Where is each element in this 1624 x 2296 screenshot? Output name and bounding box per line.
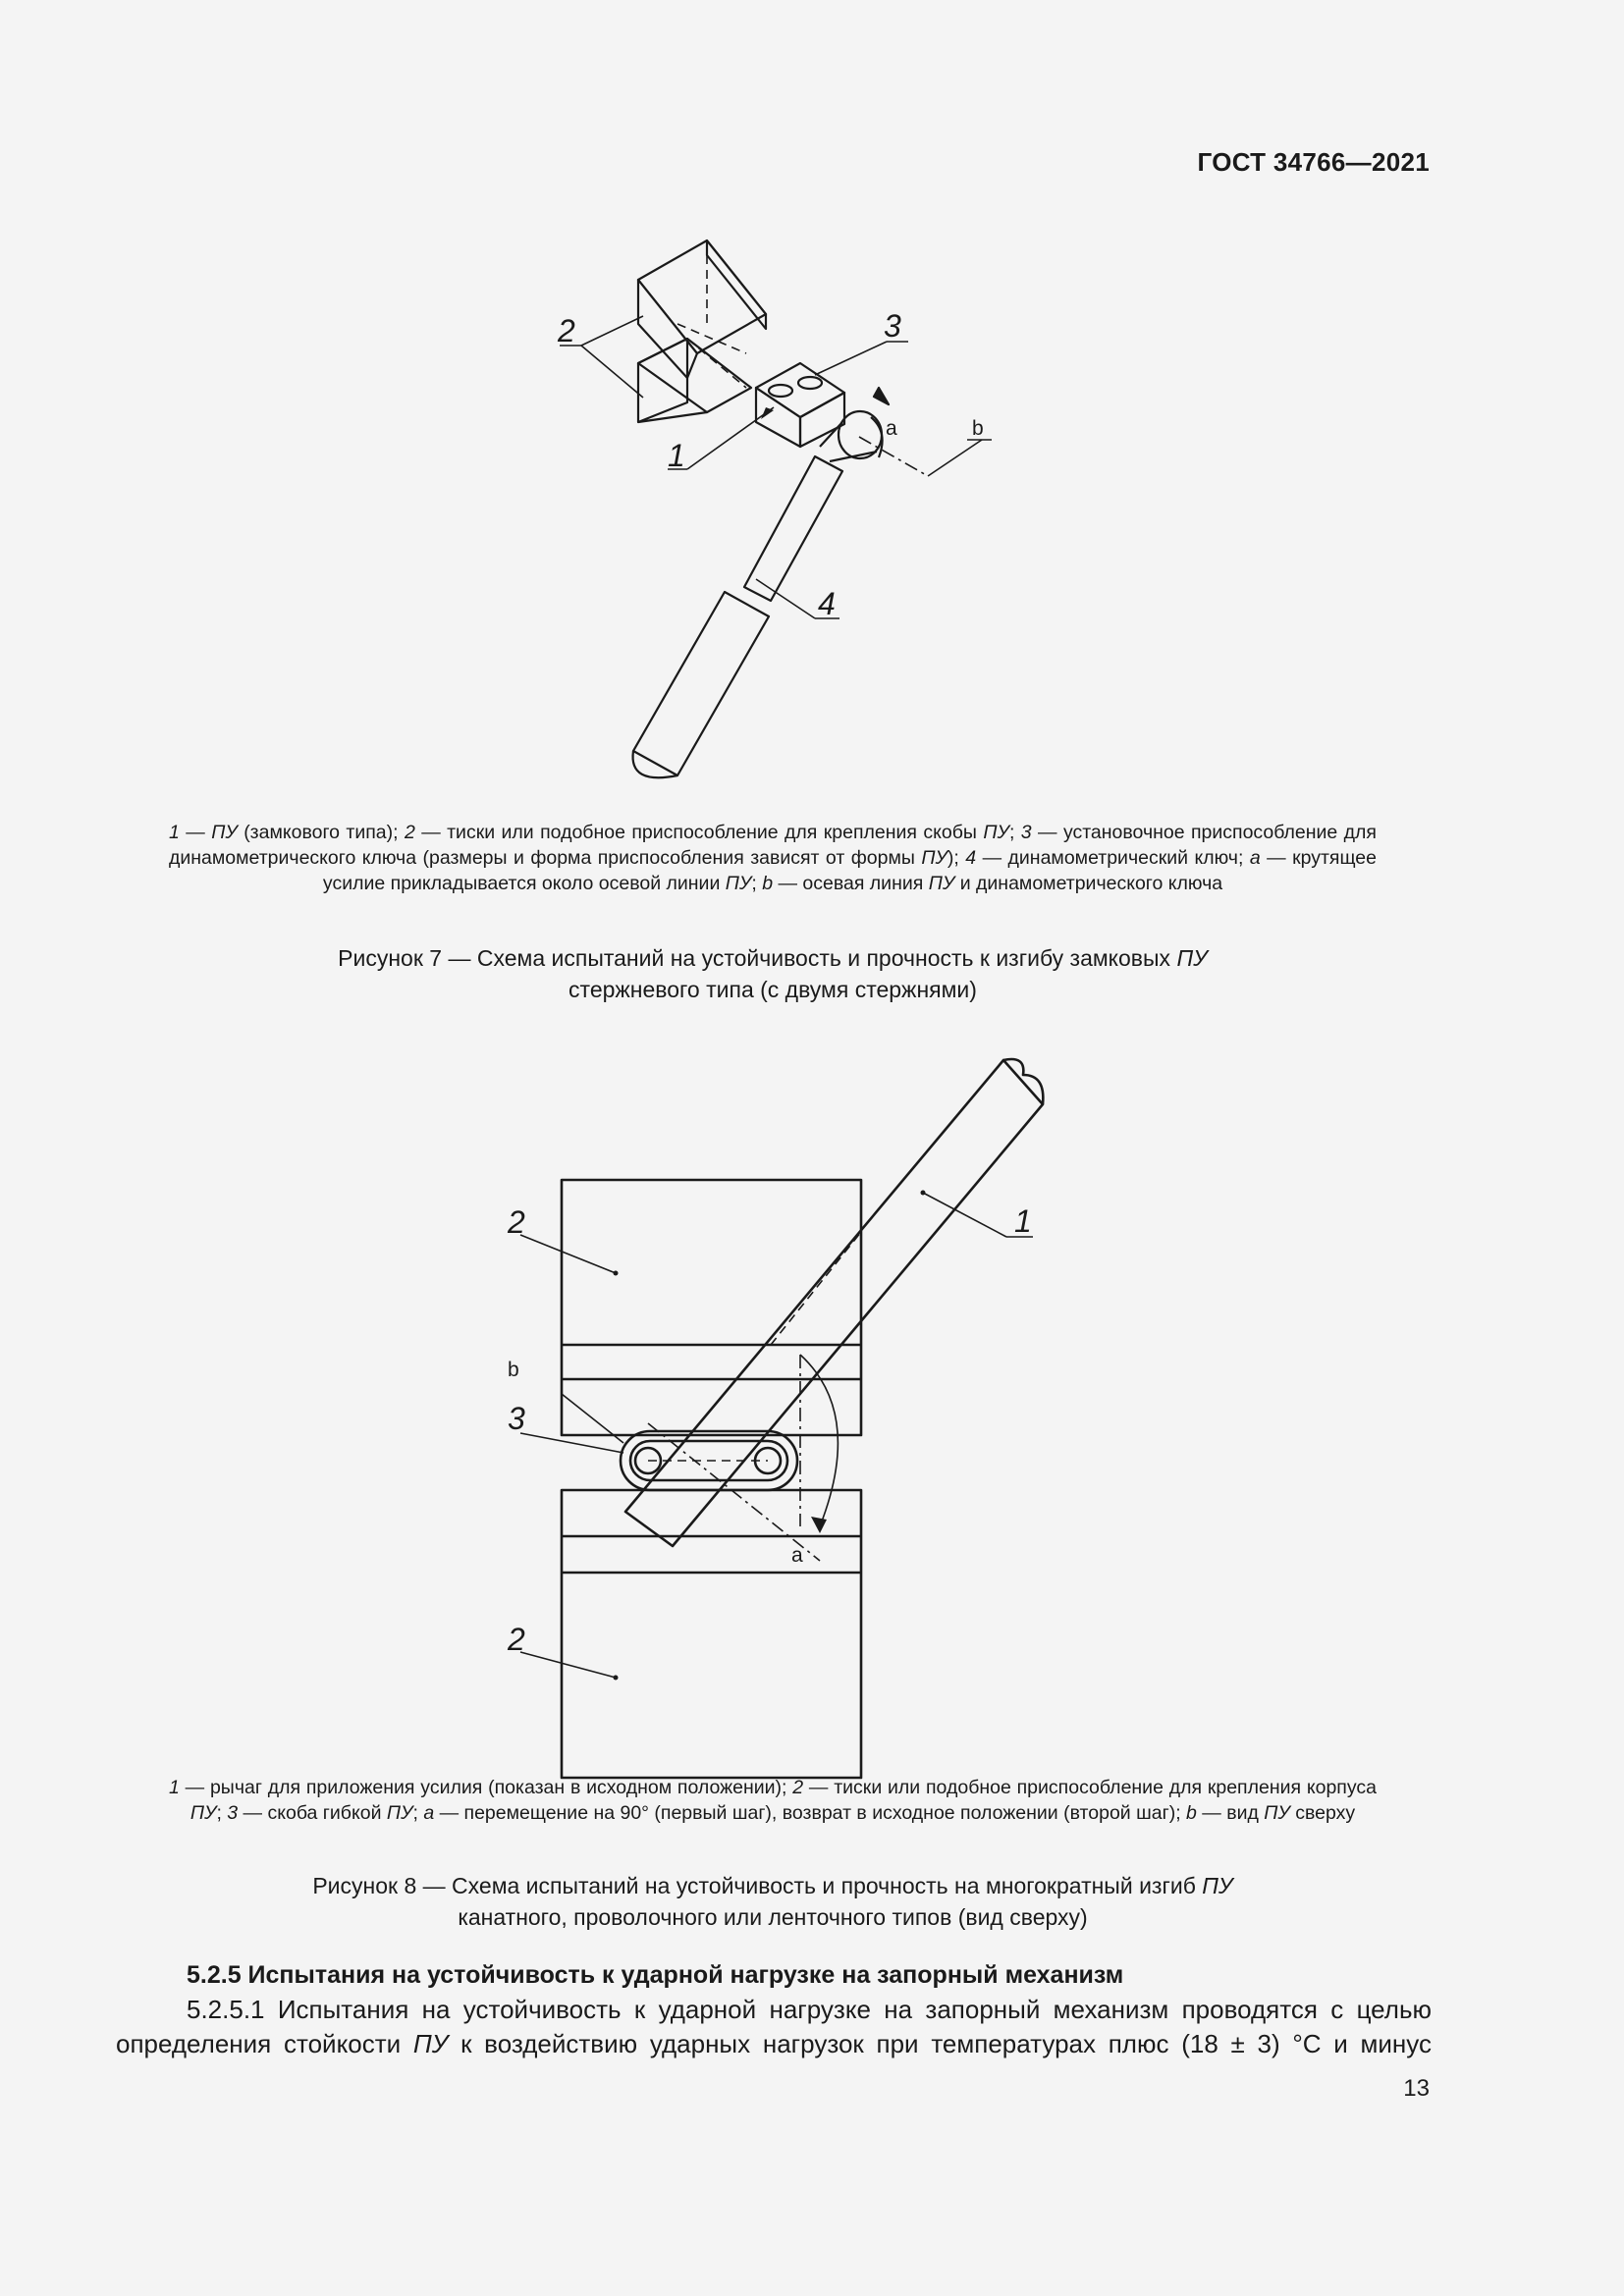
fig8-legend-part: ;	[216, 1802, 228, 1824]
fig8-label-3: 3	[508, 1401, 525, 1436]
fig7-legend-part: — динамометрический ключ;	[976, 847, 1250, 869]
paragraph-part: к воздействию ударных нагрузок при температурах плюс (18 ± 3) °С и минус	[448, 2029, 1432, 2058]
fig8-legend-part: ПУ	[189, 1802, 217, 1824]
figure-8-caption-line2: канатного, проволочного или ленточного типов (вид сверху)	[458, 1904, 1088, 1930]
fig7-legend-part: ПУ	[725, 873, 752, 894]
page-number: 13	[1403, 2075, 1430, 2102]
fig7-legend-part: —	[179, 822, 212, 843]
figure-7-caption-line1: Рисунок 7 — Схема испытаний на устойчивость и прочность к изгибу замковых	[338, 945, 1177, 971]
fig8-legend-part: a	[423, 1802, 435, 1824]
fig8-legend-part: ПУ	[1264, 1802, 1290, 1824]
fig7-legend-part: — крутящее усилие прикладывается около осевой линии	[322, 847, 1377, 894]
fig7-legend-part: ПУ	[211, 822, 238, 843]
fig8-label-2-bottom: 2	[508, 1622, 525, 1657]
fig7-legend-part: — осевая линия	[773, 873, 929, 894]
figure-7-caption-line2: стержневого типа (с двумя стержнями)	[568, 977, 977, 1002]
fig7-legend-part: — установочное приспособление для динамометрического ключа (размеры и форма приспособления зависят от формы	[169, 822, 1377, 869]
fig7-legend-part: 4	[965, 847, 977, 869]
fig7-legend-part: );	[947, 847, 966, 869]
fig7-legend-part: ;	[751, 873, 763, 894]
paragraph-part: 5.2.5.1 Испытания на устойчивость к ударной нагрузке на запорный механизм проводятся с целью определения стойкости	[116, 1995, 1432, 2058]
fig7-legend-part: (замкового типа);	[237, 822, 405, 843]
fig8-label-b: b	[508, 1359, 519, 1381]
fig7-legend-part: 3	[1020, 822, 1032, 843]
fig7-label-3: 3	[884, 308, 901, 344]
fig7-legend-part: a	[1249, 847, 1261, 869]
fig7-label-4: 4	[818, 586, 836, 621]
fig8-legend-part: сверху	[1289, 1802, 1356, 1824]
fig7-legend-part: 2	[404, 822, 415, 843]
fig8-legend-part: ;	[412, 1802, 424, 1824]
fig8-label-a: a	[791, 1544, 803, 1567]
fig8-legend-part: — скоба гибкой	[238, 1802, 387, 1824]
fig8-legend-part: — перемещение на 90° (первый шаг), возврат в исходное положении (второй шаг);	[434, 1802, 1187, 1824]
fig7-label-2: 2	[558, 313, 575, 348]
figure-8-legend	[169, 1775, 1377, 1826]
fig7-legend-part: ПУ	[928, 873, 955, 894]
fig8-legend-part: ПУ	[386, 1802, 413, 1824]
fig7-legend-part: b	[762, 873, 774, 894]
fig8-label-2-top: 2	[508, 1204, 525, 1240]
fig8-legend-part: — вид	[1196, 1802, 1265, 1824]
fig8-legend-part: — рычаг для приложения усилия (показан в исходном положении);	[179, 1777, 793, 1798]
fig7-legend-part: ПУ	[983, 822, 1009, 843]
figure-8-caption-pu: ПУ	[1202, 1873, 1233, 1898]
fig8-label-1: 1	[1014, 1203, 1032, 1239]
paragraph-part: ПУ	[412, 2029, 449, 2058]
figure-8-caption	[169, 1870, 1377, 1933]
fig7-legend-part: — тиски или подобное приспособление для крепления скобы	[414, 822, 984, 843]
fig7-legend-part: ;	[1008, 822, 1021, 843]
figure-7-caption-pu: ПУ	[1176, 945, 1208, 971]
document-code: ГОСТ 34766—2021	[1197, 147, 1430, 177]
section-paragraph	[116, 1993, 1432, 2061]
figure-8-caption-line1: Рисунок 8 — Схема испытаний на устойчивость и прочность на многократный изгиб	[312, 1873, 1203, 1898]
fig8-legend-part: 2	[792, 1777, 804, 1798]
fig7-label-1: 1	[668, 438, 685, 473]
fig8-legend-part: — тиски или подобное приспособление для крепления корпуса	[803, 1777, 1377, 1798]
fig8-legend-part: b	[1186, 1802, 1197, 1824]
fig7-legend-part: 1	[169, 822, 180, 843]
fig8-legend-part: 1	[169, 1777, 180, 1798]
fig7-legend-part: и динамометрического ключа	[954, 873, 1223, 894]
section-heading: 5.2.5 Испытания на устойчивость к ударной нагрузке на запорный механизм	[187, 1961, 1124, 1989]
fig7-label-b: b	[972, 417, 984, 440]
fig7-legend-part: ПУ	[921, 847, 947, 869]
fig7-label-a: a	[886, 417, 897, 440]
fig8-legend-part: 3	[227, 1802, 239, 1824]
